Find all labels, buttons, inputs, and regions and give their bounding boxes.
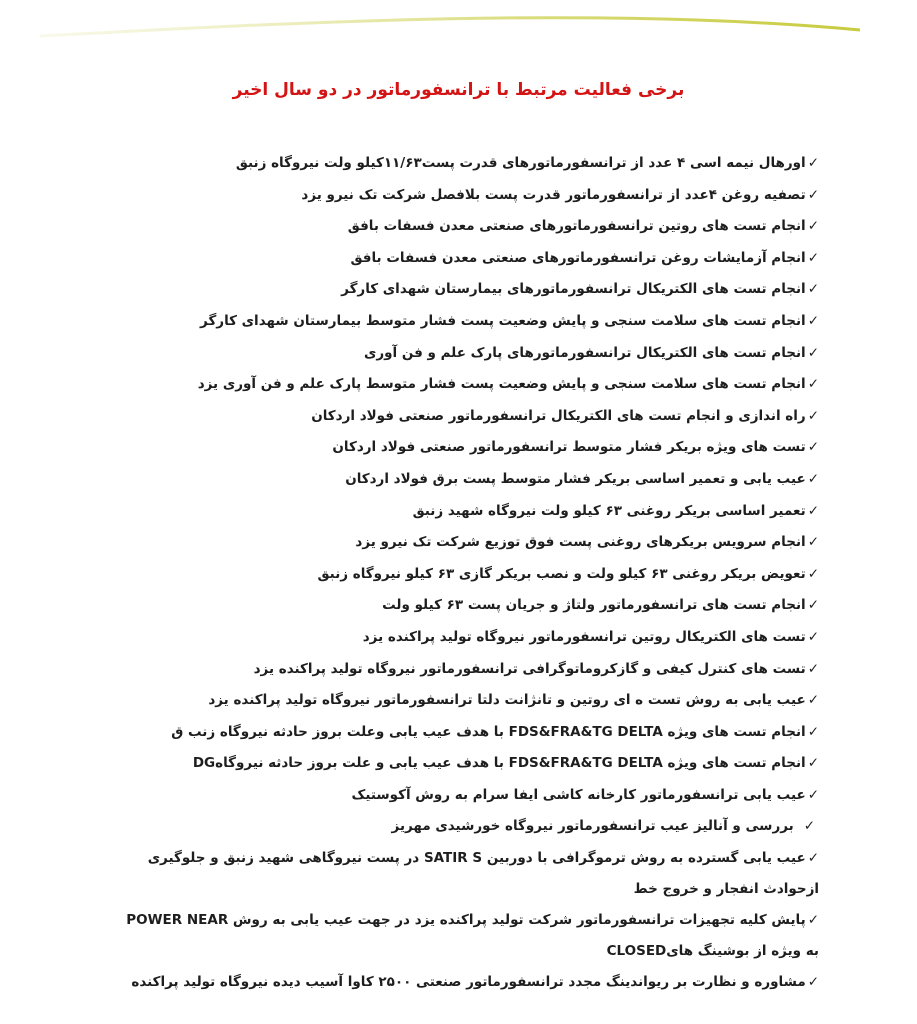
list-item: ✓تعمیر اساسی بریکر روغنی ۶۳ کیلو ولت نیروگاه شهید زنبق	[412, 502, 819, 519]
list-item: ✓انجام تست های سلامت سنجی و پایش وضعیت پست فشار متوسط بیمارستان شهدای کارگر	[200, 312, 819, 329]
checkmark-icon: ✓	[807, 407, 819, 424]
activity-list	[109, 148, 819, 999]
checkmark-icon: ✓	[807, 376, 819, 393]
list-item: ✓اورهال نیمه اسی ۴ عدد از ترانسفورماتورهای قدرت پست۱۱/۶۳کیلو ولت نیروگاه زنبق	[235, 155, 819, 171]
checkmark-icon: ✓	[807, 439, 819, 456]
list-item: ✓راه اندازی و انجام تست های الکتریکال ترانسفورماتور صنعتی فولاد اردکان	[311, 407, 819, 424]
checkmark-icon: ✓	[807, 249, 819, 266]
checkmark-icon: ✓	[807, 723, 819, 740]
checkmark-icon: ✓	[807, 155, 819, 171]
list-item: ✓عیب یابی و تعمیر اساسی بریکر فشار متوسط پست برق فولاد اردکان	[345, 470, 819, 487]
list-item: ✓پایش کلیه تجهیزات ترانسفورماتور شرکت تولید پراکنده یزد در جهت عیب یابی به روش POWER NEAR به ویژه از بوشینگ هایCLOSED	[126, 912, 819, 960]
checkmark-icon: ✓	[807, 692, 819, 709]
checkmark-icon: ✓	[807, 786, 819, 803]
list-item: ✓تست های ویژه بریکر فشار متوسط ترانسفورماتور صنعتی فولاد اردکان	[332, 439, 819, 456]
checkmark-icon: ✓	[807, 597, 819, 614]
checkmark-icon: ✓	[807, 755, 819, 772]
checkmark-icon: ✓	[807, 186, 819, 203]
checkmark-icon: ✓	[807, 565, 819, 582]
list-item: ✓تست های الکتریکال روتین ترانسفورماتور نیروگاه تولید پراکنده یزد	[362, 628, 819, 645]
list-item: ✓عیب یابی گسترده به روش ترموگرافی با دوربین SATIR S در پست نیروگاهی شهید زنبق و جلوگیری ازحوادث انفجار و خروج خط	[147, 850, 819, 898]
checkmark-icon: ✓	[807, 470, 819, 487]
checkmark-icon: ✓	[807, 218, 819, 235]
list-item: ✓انجام تست های ویژه FDS&FRA&TG DELTA با هدف عیب یابی و علت بروز حادثه نیروگاهDG	[192, 755, 819, 772]
list-item: ✓تعویض بریکر روغنی ۶۳ کیلو ولت و نصب بریکر گازی ۶۳ کیلو نیروگاه زنبق	[317, 565, 819, 582]
list-item: ✓انجام تست های الکتریکال ترانسفورماتورهای بیمارستان شهدای کارگر	[341, 281, 819, 298]
list-item: ✓انجام تست های سلامت سنجی و پایش وضعیت پست فشار متوسط پارک علم و فن آوری یزد	[197, 376, 819, 393]
checkmark-icon: ✓	[807, 660, 819, 677]
list-item: ✓انجام تست های الکتریکال ترانسفورماتورهای پارک علم و فن آوری	[363, 344, 819, 361]
checkmark-icon: ✓	[807, 534, 819, 551]
list-item: ✓انجام آزمایشات روغن ترانسفورماتورهای صنعتی معدن فسفات بافق	[350, 249, 819, 266]
list-item: ✓انجام سرویس بریکرهای روغنی پست فوق توزیع شرکت تک نیرو یزد	[355, 534, 819, 551]
checkmark-icon: ✓	[807, 974, 819, 991]
checkmark-icon: ✓	[807, 628, 819, 645]
checkmark-icon: ✓	[807, 312, 819, 329]
list-item: ✓تصفیه روغن ۴عدد از ترانسفورماتور قدرت پست بلافصل شرکت تک نیرو یزد	[301, 186, 819, 203]
checkmark-icon: ✓	[807, 850, 819, 867]
list-item: ✓عیب یابی ترانسفورماتور کارخانه کاشی ایفا سرام به روش آکوستیک	[351, 786, 819, 803]
list-item: ✓انجام تست های ترانسفورماتور ولتاژ و جریان پست ۶۳ کیلو ولت	[382, 597, 819, 614]
page-title: برخی فعالیت مرتبط با ترانسفورماتور در دو سال اخیر	[232, 80, 685, 100]
list-item: ✓عیب یابی به روش تست ه ای روتین و تانژانت دلتا ترانسفورماتور نیروگاه تولید پراکنده یزد	[208, 692, 819, 709]
checkmark-icon: ✓	[807, 912, 819, 929]
list-item: ✓انجام تست های روتین ترانسفورماتورهای صنعتی معدن فسفات بافق	[347, 218, 819, 235]
checkmark-icon: ✓	[807, 281, 819, 298]
list-item: ✓بررسی و آنالیز عیب ترانسفورماتور نیروگاه خورشیدی مهریز	[391, 818, 815, 835]
list-item: ✓انجام تست های ویژه FDS&FRA&TG DELTA با هدف عیب یابی وعلت بروز حادثه نیروگاه زنب ق	[171, 723, 819, 740]
checkmark-icon: ✓	[803, 818, 815, 835]
list-item: ✓مشاوره و نظارت بر ریواندینگ مجدد ترانسفورماتور صنعتی ۲۵۰۰ کاوا آسیب دیده نیروگاه تولید پراکنده	[131, 974, 819, 991]
checkmark-icon: ✓	[807, 344, 819, 361]
checkmark-icon: ✓	[807, 502, 819, 519]
list-item: ✓تست های کنترل کیفی و گازکروماتوگرافی ترانسفورماتور نیروگاه تولید پراکنده یزد	[253, 660, 819, 677]
decorative-curved-line	[0, 0, 917, 60]
